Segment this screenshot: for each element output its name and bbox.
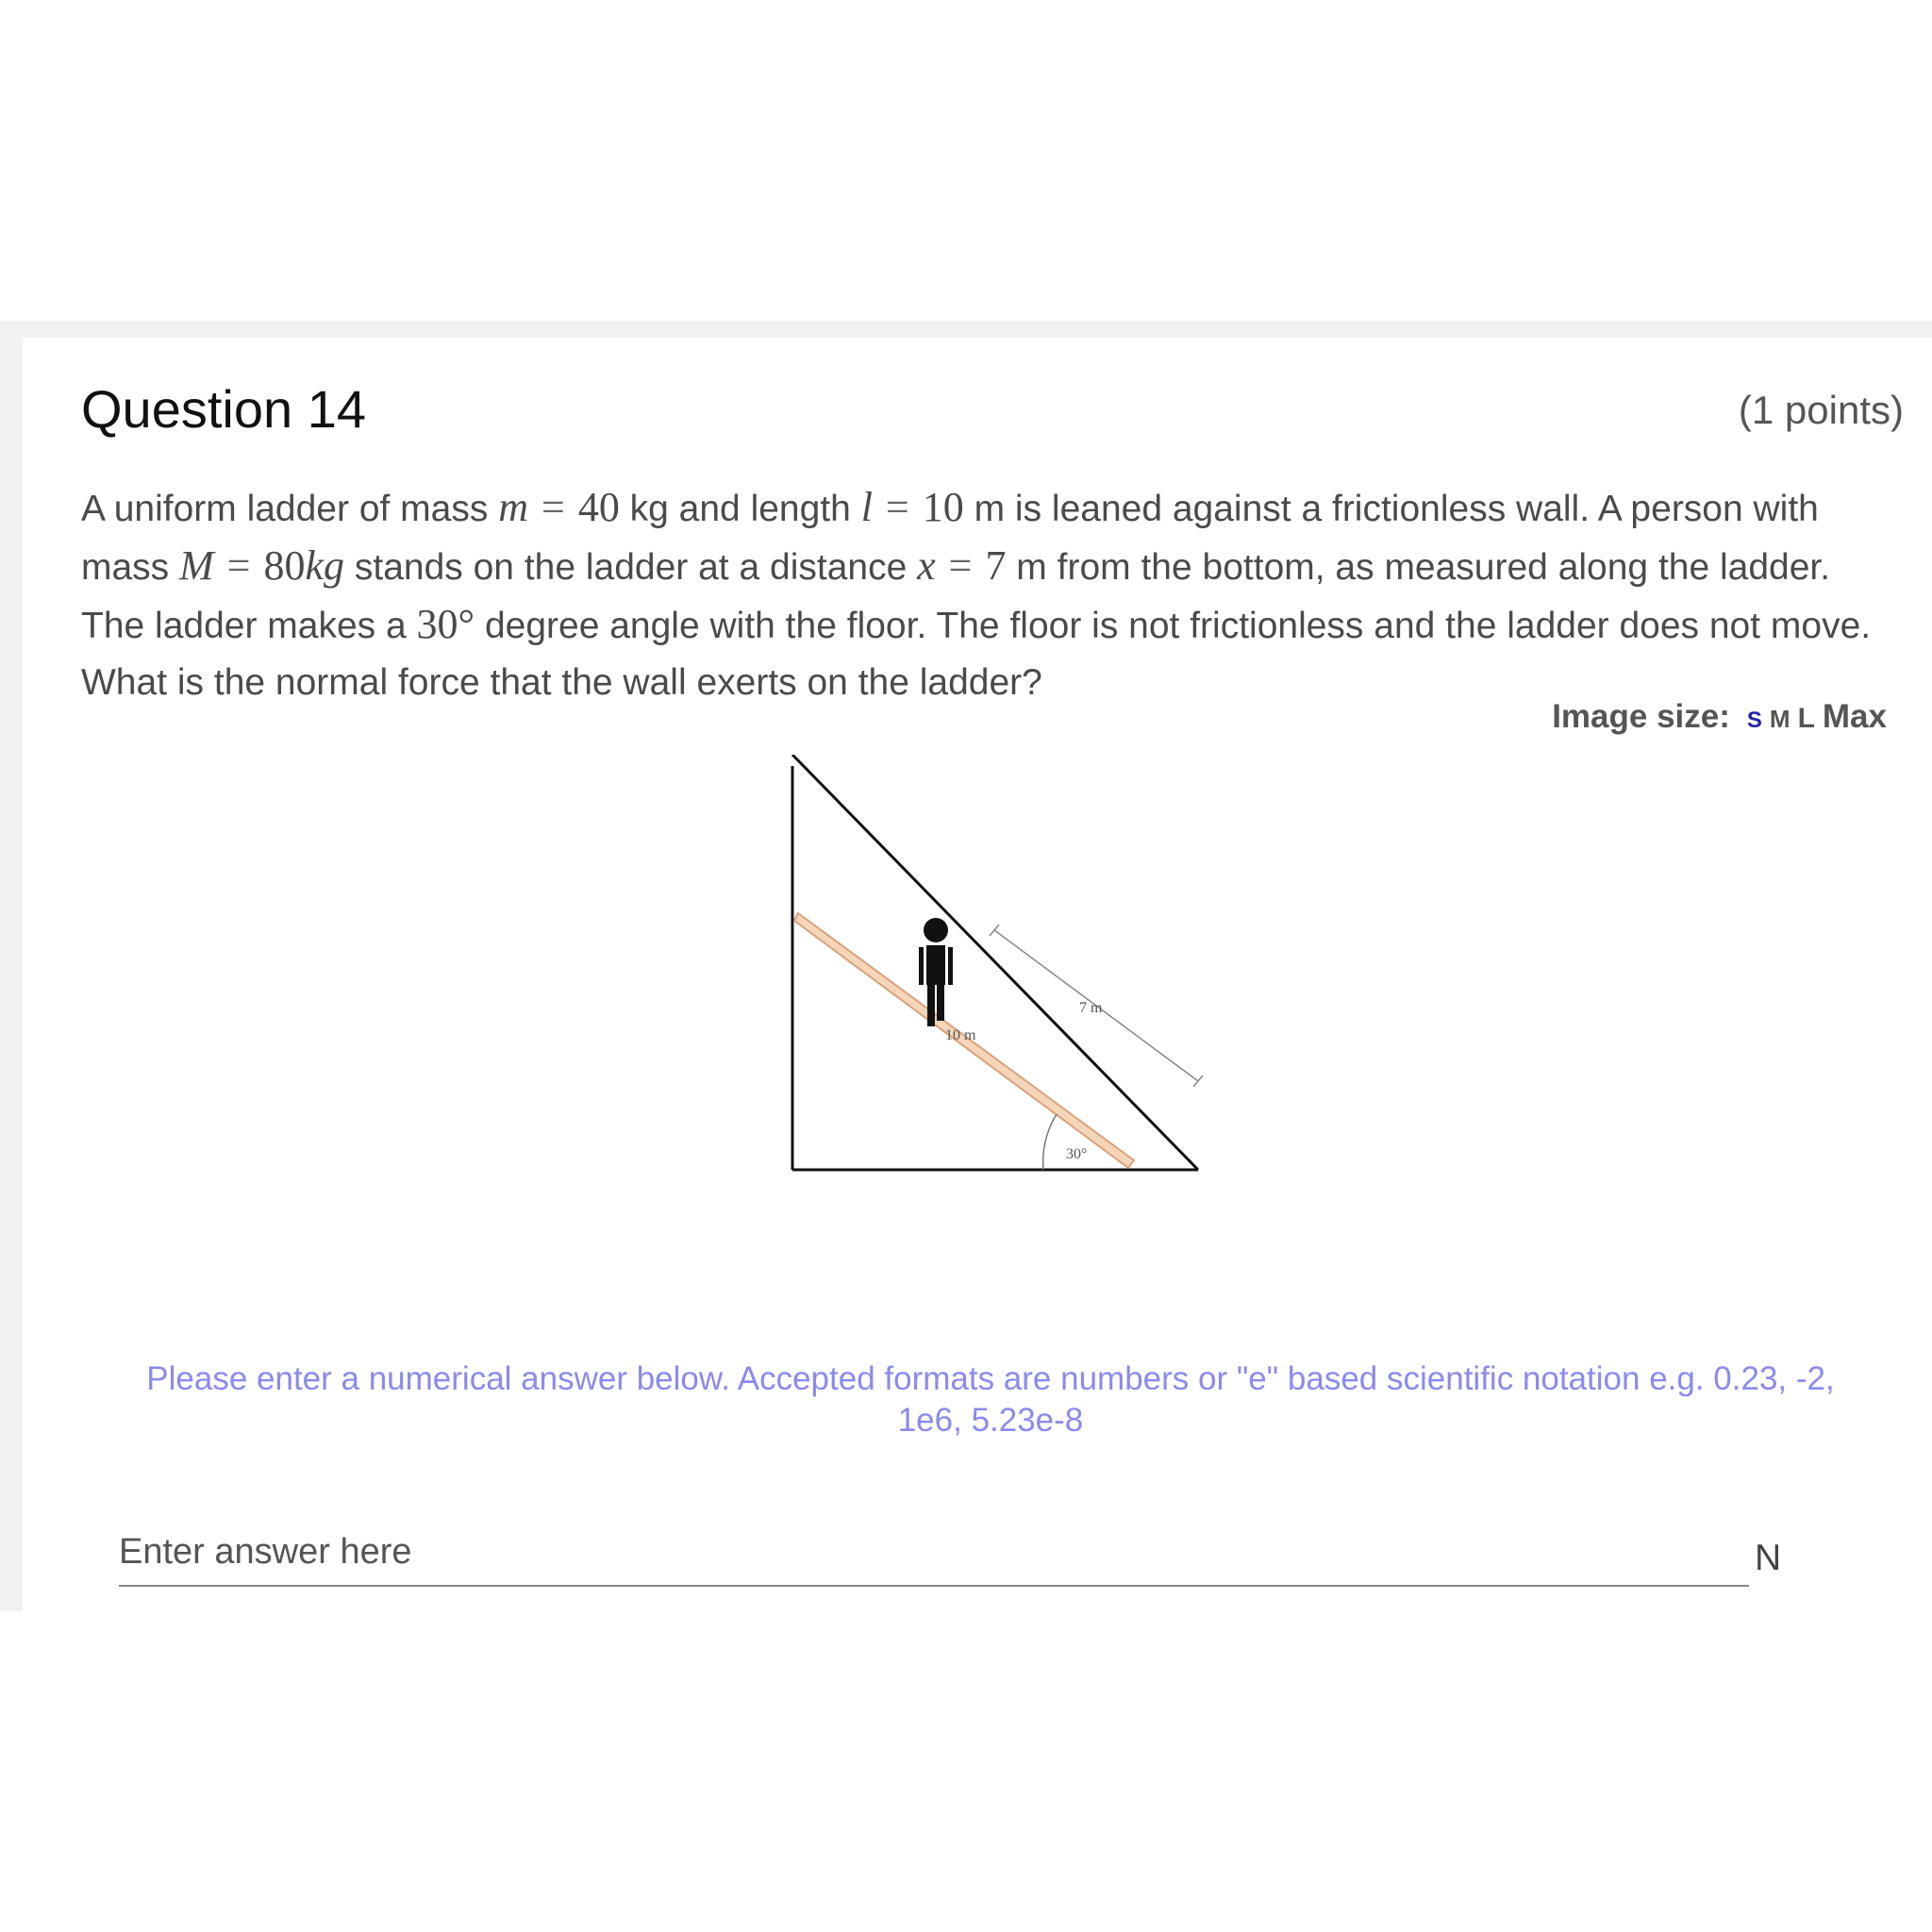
ladder-diagram xyxy=(774,755,1208,1189)
math-var-M: M xyxy=(179,542,214,589)
image-size-m-link[interactable]: M xyxy=(1769,705,1790,733)
answer-format-hint: Please enter a numerical answer below. Accepted formats are numbers or "e" based scientific notation e.g. 0.23, -2, 1e6, 5.23e-8 xyxy=(146,1360,1835,1439)
text-part: degree angle with the floor. The floor is not frictionless and the ladder does not move. What is the normal force that the wall exerts on the ladder? xyxy=(81,606,1872,703)
angle-arc xyxy=(1043,1114,1057,1170)
math-value-M: 80 xyxy=(263,542,306,589)
person-right-leg xyxy=(937,985,944,1021)
image-size-label: Image size: xyxy=(1552,698,1730,735)
text-part: m is leaned against a frictionless wall. A person with mass xyxy=(81,489,1819,588)
question-text xyxy=(81,479,1902,711)
ladder-length-label: 10 m xyxy=(945,1027,976,1043)
math-var-l: l xyxy=(860,484,873,530)
math-equals: = xyxy=(885,484,909,530)
image-size-control xyxy=(1552,698,1887,736)
dimension-tick xyxy=(1193,1075,1203,1087)
math-equals: = xyxy=(226,542,251,589)
card-top-border xyxy=(0,321,1932,338)
image-size-l-link[interactable]: L xyxy=(1797,703,1815,734)
image-size-max-link[interactable]: Max xyxy=(1822,698,1887,735)
dimension-tick xyxy=(990,924,999,936)
math-unit-kg: kg xyxy=(305,542,345,589)
question-points: (1 points) xyxy=(1738,388,1904,432)
question-title: Question 14 xyxy=(81,379,366,439)
person-left-leg xyxy=(927,985,935,1026)
text-part: m from the bottom, as measured along the ladder. The ladder makes a xyxy=(81,547,1831,646)
person-head xyxy=(924,918,948,942)
image-size-s-link[interactable]: S xyxy=(1746,708,1762,733)
answer-unit: N xyxy=(1755,1538,1782,1578)
math-value-l: 10 xyxy=(922,484,964,530)
text-part: stands on the ladder at a distance xyxy=(344,547,918,588)
angle-label: 30° xyxy=(1066,1146,1088,1162)
math-var-m: m xyxy=(498,484,528,530)
math-value-x: 7 xyxy=(985,542,1007,589)
answer-input[interactable] xyxy=(119,1519,1749,1587)
distance-label: 7 m xyxy=(1079,1000,1103,1016)
card-left-border xyxy=(0,321,23,1611)
person-torso xyxy=(926,945,945,985)
text-part: A uniform ladder of mass xyxy=(81,489,499,529)
math-value-m: 40 xyxy=(577,484,620,530)
math-value-angle: 30° xyxy=(416,601,475,647)
math-equals: = xyxy=(948,542,973,589)
math-var-x: x xyxy=(917,542,936,589)
person-right-arm xyxy=(948,947,953,985)
math-equals: = xyxy=(541,484,565,530)
text-part: kg and length xyxy=(619,489,861,529)
person-left-arm xyxy=(919,947,924,985)
